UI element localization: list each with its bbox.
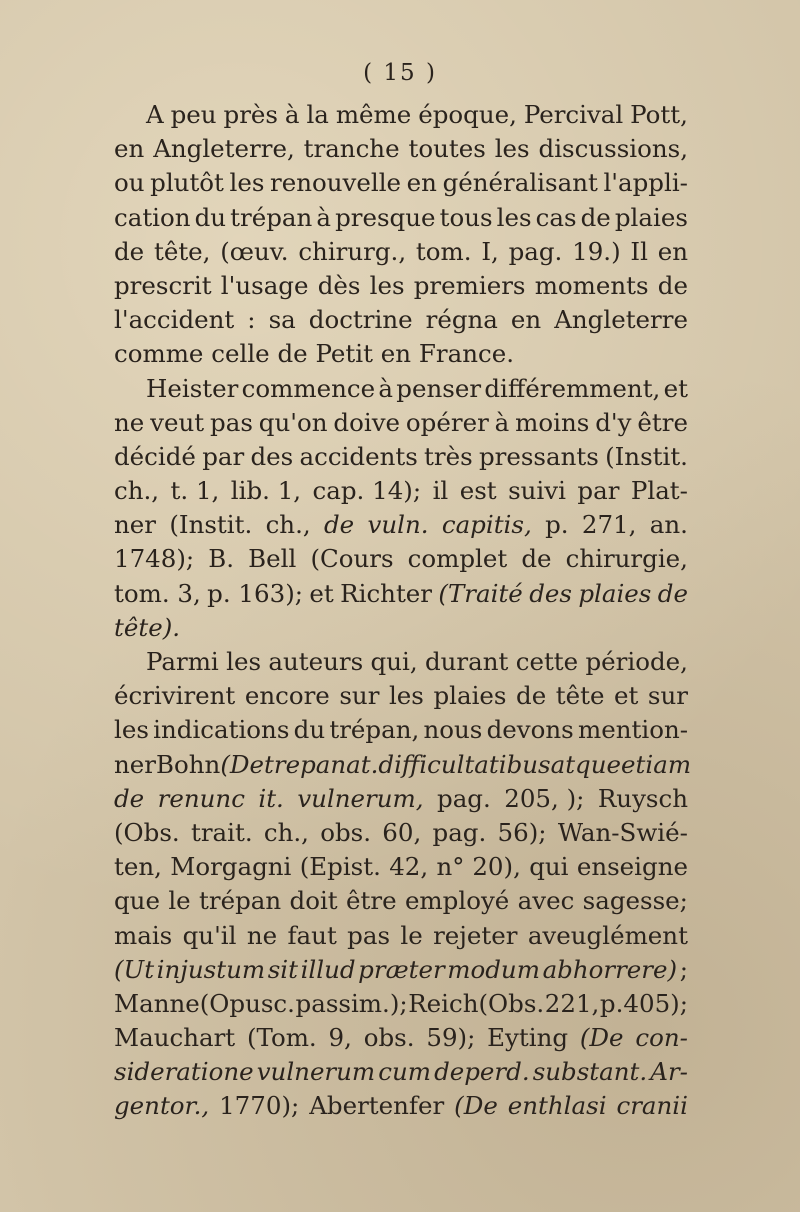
word: Ar- xyxy=(650,1057,688,1087)
word: opérer xyxy=(405,407,489,437)
word: tom. 3, xyxy=(114,578,201,608)
word: en xyxy=(114,134,145,164)
word: ou xyxy=(114,168,145,198)
word: plutôt xyxy=(150,168,224,198)
word: Plat- xyxy=(630,476,688,506)
word: l'appli- xyxy=(603,168,688,198)
word: la xyxy=(306,100,329,129)
word: Wan-Swié- xyxy=(557,817,688,847)
word: plaies xyxy=(578,578,652,608)
word: gentor., xyxy=(114,1091,210,1121)
word: Eyting xyxy=(487,1023,569,1053)
word: t. 1, xyxy=(170,476,220,506)
word: (De xyxy=(579,1023,624,1053)
word: sagesse; xyxy=(582,886,688,916)
word: être xyxy=(346,886,397,916)
word: de xyxy=(521,544,552,574)
word: et xyxy=(663,373,688,403)
word: prescrit xyxy=(114,270,212,300)
word: ne xyxy=(246,920,278,950)
word: tête xyxy=(555,681,605,711)
word: Bell xyxy=(248,544,297,574)
word: Parmi xyxy=(146,647,219,676)
word: capitis, xyxy=(441,510,532,540)
word: p.405); xyxy=(599,988,688,1018)
word: I, xyxy=(481,236,499,266)
word: cranii xyxy=(616,1091,688,1121)
word: ner xyxy=(114,510,156,540)
word: à xyxy=(494,407,510,437)
word: Pott, xyxy=(630,100,688,129)
word: veut xyxy=(150,407,205,437)
word: substant. xyxy=(532,1057,648,1087)
text-line xyxy=(114,953,688,987)
word: commence xyxy=(241,373,376,403)
word: doit xyxy=(289,886,338,916)
text-line xyxy=(114,645,688,679)
word: comme xyxy=(114,339,204,369)
word: renunc xyxy=(157,783,245,813)
text-line xyxy=(114,406,688,440)
word: cation xyxy=(114,202,191,232)
word: suivi xyxy=(508,476,566,506)
word: Heister xyxy=(146,373,239,403)
word: généralisant xyxy=(442,168,598,198)
word: it. xyxy=(258,783,284,813)
word: ch., xyxy=(263,817,309,847)
word: être xyxy=(637,407,688,437)
word: décidé xyxy=(114,441,196,471)
word: (De xyxy=(220,749,265,779)
text-line xyxy=(114,987,688,1021)
word: est xyxy=(459,476,497,506)
word: (Epist. xyxy=(299,852,381,882)
word: præter xyxy=(358,954,445,984)
word: tom. xyxy=(415,236,472,266)
word: tous xyxy=(439,202,493,232)
word: mention- xyxy=(578,715,688,745)
word: que xyxy=(114,886,160,916)
word: Richter xyxy=(340,578,432,608)
word: pas xyxy=(347,920,391,950)
word: 1748); xyxy=(114,544,195,574)
word: régna xyxy=(425,305,498,335)
word: de xyxy=(657,270,688,300)
word: difficultatibus xyxy=(378,749,551,779)
word: le xyxy=(400,920,423,950)
text-line xyxy=(114,748,692,782)
word: n° 20), xyxy=(436,852,521,882)
word: etiam xyxy=(621,749,692,779)
text-line xyxy=(114,611,688,645)
word: époque, xyxy=(418,100,517,129)
word: le xyxy=(168,886,191,916)
word: Mauchart xyxy=(114,1023,236,1053)
word: Manne(Opusc. xyxy=(114,988,295,1018)
word: vuln. xyxy=(367,510,429,540)
word: du xyxy=(194,202,227,232)
body-text xyxy=(114,98,692,1124)
word: pressants xyxy=(478,441,599,471)
word: écrivirent xyxy=(114,681,236,711)
word: complet xyxy=(407,544,508,574)
word: pag. xyxy=(508,236,563,266)
word: moins xyxy=(515,407,590,437)
word: devons xyxy=(486,715,574,745)
word: (Traité xyxy=(438,578,523,608)
word: par xyxy=(577,476,620,506)
word: modum xyxy=(447,954,540,984)
word: des xyxy=(529,578,572,608)
word: cette xyxy=(515,647,579,676)
text-line xyxy=(114,166,688,200)
word: Ruysch xyxy=(597,783,688,813)
word: atque xyxy=(550,749,622,779)
word: qu'il xyxy=(182,920,237,950)
word: 221, xyxy=(544,988,600,1018)
word: doive xyxy=(333,407,401,437)
word: de xyxy=(516,681,547,711)
word: abhorrere) xyxy=(542,954,678,984)
word: les xyxy=(369,270,405,300)
word: enthlasi xyxy=(507,1091,607,1121)
word: de xyxy=(114,236,145,266)
text-line xyxy=(114,713,688,747)
word: encore xyxy=(244,681,330,711)
word: Abertenfer xyxy=(309,1091,445,1121)
word: trépan xyxy=(230,202,313,232)
text-line xyxy=(114,816,688,850)
word: con- xyxy=(635,1023,688,1053)
word: Angleterre xyxy=(554,305,688,335)
word: ch., xyxy=(265,510,311,540)
text-line xyxy=(114,919,688,953)
word: 9, xyxy=(328,1023,352,1053)
word: de xyxy=(114,783,145,813)
word: par xyxy=(202,441,245,471)
text-line xyxy=(114,235,688,269)
word: des xyxy=(250,441,294,471)
word: penser xyxy=(396,373,482,403)
word: B. xyxy=(208,544,235,574)
word: faut xyxy=(287,920,337,950)
word: durant xyxy=(424,647,509,676)
text-line xyxy=(114,1089,688,1123)
word: de xyxy=(657,578,688,608)
word: sa xyxy=(268,305,296,335)
word: les xyxy=(229,168,265,198)
word: presque xyxy=(335,202,436,232)
word: 59); xyxy=(426,1023,476,1053)
word: en xyxy=(406,168,437,198)
word: 1770); xyxy=(219,1091,300,1121)
text-line xyxy=(114,1021,688,1055)
word: du xyxy=(293,715,326,745)
word: Reich(Obs. xyxy=(408,988,545,1018)
word: toutes xyxy=(408,134,486,164)
word: sit xyxy=(267,954,298,984)
word: en xyxy=(657,236,688,266)
word: à xyxy=(316,202,331,232)
word: ; xyxy=(679,954,688,984)
word: sur xyxy=(647,681,688,711)
word: doctrine xyxy=(308,305,413,335)
word: 271, xyxy=(581,510,637,540)
text-line xyxy=(114,884,688,918)
word: injustum xyxy=(156,954,266,984)
word: p. xyxy=(545,510,569,540)
word: 56); xyxy=(497,817,547,847)
word: l'accident xyxy=(114,305,235,335)
word: qu'on xyxy=(258,407,328,437)
word: (Instit. xyxy=(605,441,688,471)
word: (Cours xyxy=(310,544,394,574)
word: de xyxy=(323,510,355,540)
word: Il xyxy=(630,236,648,266)
word: pag. xyxy=(432,817,487,847)
word: (Obs. xyxy=(114,817,180,847)
word: les xyxy=(496,202,532,232)
word: cum xyxy=(378,1057,431,1087)
word: les xyxy=(114,715,149,745)
word: ner xyxy=(114,749,156,779)
text-line xyxy=(114,1055,688,1089)
word: avec xyxy=(517,886,575,916)
word: cas xyxy=(535,202,577,232)
text-line xyxy=(114,474,688,508)
word: (Instit. xyxy=(169,510,253,540)
word: premiers xyxy=(413,270,526,300)
word: an. xyxy=(649,510,688,540)
text-line xyxy=(114,542,688,576)
word: p. 163); xyxy=(207,578,304,608)
text-line xyxy=(114,508,688,542)
word: discussions, xyxy=(538,134,688,164)
word: trépan, xyxy=(329,715,420,745)
word: trait. xyxy=(190,817,253,847)
word: accidents xyxy=(299,441,418,471)
word: rejeter xyxy=(433,920,518,950)
word: employé xyxy=(404,886,510,916)
word: renouvelle xyxy=(270,168,402,198)
word: plaies xyxy=(614,202,688,232)
word: qui, xyxy=(370,647,418,676)
word: plaies xyxy=(433,681,507,711)
word: différemment, xyxy=(484,373,661,403)
word: : xyxy=(247,305,256,335)
word: vulnerum xyxy=(256,1057,376,1087)
word: cap. 14); xyxy=(312,476,422,506)
text-line xyxy=(114,132,688,166)
word: sideratione xyxy=(114,1057,254,1087)
word: A xyxy=(146,100,164,129)
word: très xyxy=(424,441,473,471)
word: près xyxy=(223,100,278,129)
word: France. xyxy=(418,339,514,369)
word: Bohn xyxy=(156,749,221,779)
word: et xyxy=(614,681,639,711)
word: en xyxy=(380,339,412,369)
word: lib. 1, xyxy=(230,476,302,506)
word: période, xyxy=(585,647,688,676)
word: dès xyxy=(317,270,361,300)
text-line xyxy=(114,782,688,816)
word: moments xyxy=(534,270,649,300)
word: (œuv. xyxy=(220,236,289,266)
word: d'y xyxy=(595,407,632,437)
word: deperd. xyxy=(434,1057,530,1087)
word: pas xyxy=(210,407,253,437)
text-line xyxy=(114,303,688,337)
word: et xyxy=(309,578,334,608)
word: tête). xyxy=(114,612,181,642)
word: les xyxy=(388,681,424,711)
word: l'usage xyxy=(220,270,309,300)
word: à xyxy=(284,100,300,129)
word: même xyxy=(335,100,412,129)
word: ten, xyxy=(114,852,162,882)
word: mais xyxy=(114,920,173,950)
word: qui xyxy=(529,852,569,882)
word: Percival xyxy=(523,100,624,129)
word: vulnerum, xyxy=(297,783,424,813)
word: chirurg., xyxy=(298,236,407,266)
word: passim.); xyxy=(295,988,408,1018)
word: nous xyxy=(423,715,483,745)
text-line xyxy=(114,337,688,371)
word: indications xyxy=(153,715,290,745)
word: Petit xyxy=(315,339,373,369)
text-line xyxy=(114,577,688,611)
word: 42, xyxy=(389,852,429,882)
word: (Ut xyxy=(114,954,155,984)
word: en xyxy=(510,305,542,335)
word: enseigne xyxy=(576,852,688,882)
text-line xyxy=(114,440,688,474)
text-line xyxy=(114,372,688,406)
word: (Tom. xyxy=(246,1023,317,1053)
word: peu xyxy=(170,100,217,129)
word: trépan xyxy=(199,886,282,916)
word: sur xyxy=(339,681,380,711)
word: 60, xyxy=(382,817,422,847)
word: obs. xyxy=(363,1023,415,1053)
text-line xyxy=(114,850,688,884)
word: Angleterre, xyxy=(153,134,295,164)
word: les xyxy=(494,134,530,164)
word: de xyxy=(580,202,611,232)
word: celle xyxy=(211,339,270,369)
word: tête, xyxy=(153,236,211,266)
word: trepanat. xyxy=(264,749,379,779)
word: Morgagni xyxy=(170,852,292,882)
word: obs. xyxy=(320,817,372,847)
word: ne xyxy=(114,407,145,437)
word: de xyxy=(277,339,308,369)
page-number: ( 15 ) xyxy=(363,60,437,86)
word: pag. xyxy=(437,783,491,813)
word: 205, ); xyxy=(504,783,585,813)
word: auteurs xyxy=(268,647,364,676)
word: illud xyxy=(300,954,356,984)
word: tranche xyxy=(303,134,400,164)
word: aveuglément xyxy=(527,920,688,950)
word: 19.) xyxy=(572,236,621,266)
word: les xyxy=(226,647,262,676)
word: (De xyxy=(454,1091,498,1121)
word: il xyxy=(432,476,449,506)
word: chirurgie, xyxy=(565,544,688,574)
text-line xyxy=(114,98,688,132)
word: à xyxy=(378,373,393,403)
word: ch., xyxy=(114,476,160,506)
text-line xyxy=(114,201,688,235)
text-line xyxy=(114,269,688,303)
text-line xyxy=(114,679,688,713)
